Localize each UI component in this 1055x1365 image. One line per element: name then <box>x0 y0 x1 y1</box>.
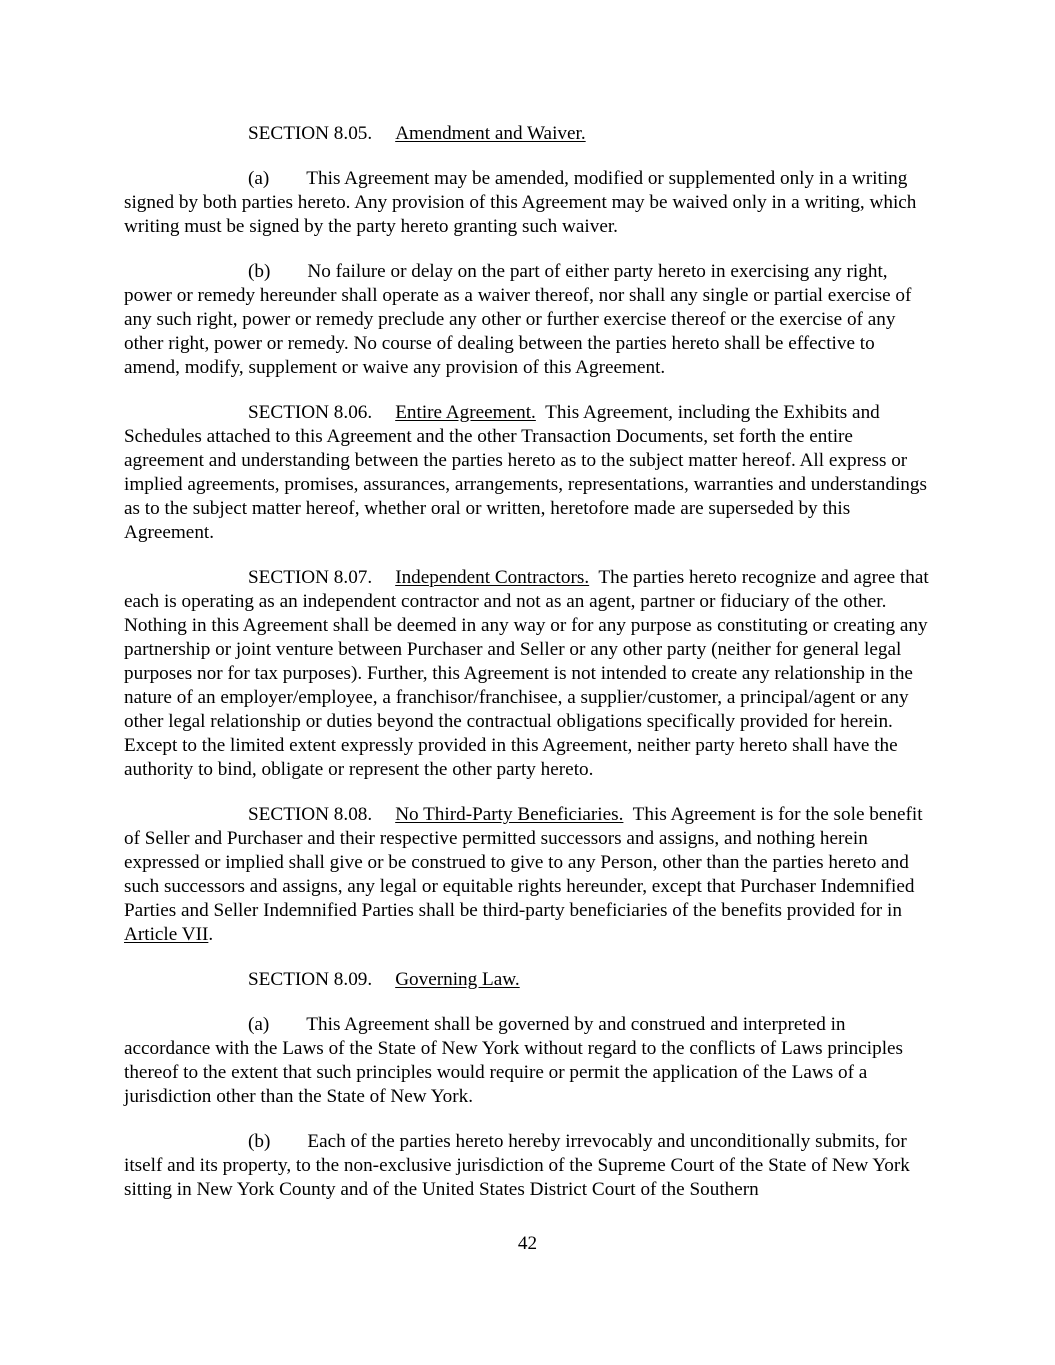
clause-text: Each of the parties hereto hereby irrevocably and unconditionally submits, for itself and its property, to the non-exclusive jurisdiction of the Supreme Court of the State of New York sitting in New York County and of the United States District Court of the Southern <box>124 1131 910 1200</box>
section-title: Amendment and Waiver. <box>395 123 586 144</box>
section-8-07 <box>124 566 932 782</box>
clause-text: No failure or delay on the part of either party hereto in exercising any right, power or remedy hereunder shall operate as a waiver thereof, nor shall any single or partial exercise of any such right, power or remedy preclude any other or further exercise thereof or the exercise of any other right, power or remedy. No course of dealing between the parties hereto shall be effective to amend, modify, supplement or waive any provision of this Agreement. <box>124 261 912 378</box>
section-8-08 <box>124 803 932 947</box>
section-number: SECTION 8.07. <box>248 567 373 588</box>
clause-text: This Agreement may be amended, modified or supplemented only in a writing signed by both parties hereto. Any provision of this Agreement may be waived only in a writing, which writing must be signed by the party hereto granting such waiver. <box>124 168 917 237</box>
section-title: Independent Contractors. <box>395 567 590 588</box>
section-text: This Agreement is for the sole benefit of Seller and Purchaser and their respective permitted successors and assigns, and nothing herein expressed or implied shall give or be construed to give to any Person, other than the parties hereto and such successors and assigns, any legal or equitable rights hereunder, except that Purchaser Indemnified Parties and Seller Indemnified Parties shall be third-party beneficiaries of the benefits provided for in <box>124 804 923 921</box>
section-8-09-heading <box>124 968 932 992</box>
section-8-05-a <box>124 167 932 239</box>
section-8-09-a <box>124 1013 932 1109</box>
clause-text: This Agreement shall be governed by and construed and interpreted in accordance with the Laws of the State of New York without regard to the conflicts of Laws principles thereof to the extent that such principles would require or permit the application of the Laws of a jurisdiction other than the State of New York. <box>124 1014 904 1107</box>
article-vii-reference: Article VII <box>124 924 209 945</box>
section-number: SECTION 8.06. <box>248 402 373 423</box>
section-8-06 <box>124 401 932 545</box>
section-end: . <box>208 924 214 945</box>
section-title: No Third-Party Beneficiaries. <box>395 804 624 825</box>
section-8-05-heading <box>124 122 932 146</box>
section-title: Governing Law. <box>395 969 520 990</box>
section-8-09-b <box>124 1130 932 1202</box>
section-number: SECTION 8.09. <box>248 969 373 990</box>
section-8-05-b <box>124 260 932 380</box>
clause-label: (b) <box>248 261 271 282</box>
page-number: 42 <box>517 1233 538 1254</box>
clause-label: (b) <box>248 1131 271 1152</box>
clause-label: (a) <box>248 1014 270 1035</box>
section-number: SECTION 8.05. <box>248 123 373 144</box>
clause-label: (a) <box>248 168 270 189</box>
document-body <box>124 122 932 1223</box>
section-number: SECTION 8.08. <box>248 804 373 825</box>
section-text: The parties hereto recognize and agree that each is operating as an independent contractor and not as an agent, partner or fiduciary of the other. Nothing in this Agreement shall be deemed in any way or for any purpose as constituting or creating any partnership or joint venture between Purchaser and Seller or any other party (neither for general legal purposes nor for tax purposes). Further, this Agreement is not intended to create any relationship in the nature of an employer/employee, a franchisor/franchisee, a supplier/customer, a principal/agent or any other legal relationship or duties beyond the contractual obligations specifically provided for herein. Except to the limited extent expressly provided in this Agreement, neither party hereto shall have the authority to bind, obligate or represent the other party hereto. <box>124 567 929 780</box>
section-text: This Agreement, including the Exhibits and Schedules attached to this Agreement and the other Transaction Documents, set forth the entire agreement and understanding between the parties hereto as to the subject matter hereof. All express or implied agreements, promises, assurances, arrangements, representations, warranties and understandings as to the subject matter hereof, whether oral or written, heretofore made are superseded by this Agreement. <box>124 402 927 543</box>
section-title: Entire Agreement. <box>395 402 536 423</box>
